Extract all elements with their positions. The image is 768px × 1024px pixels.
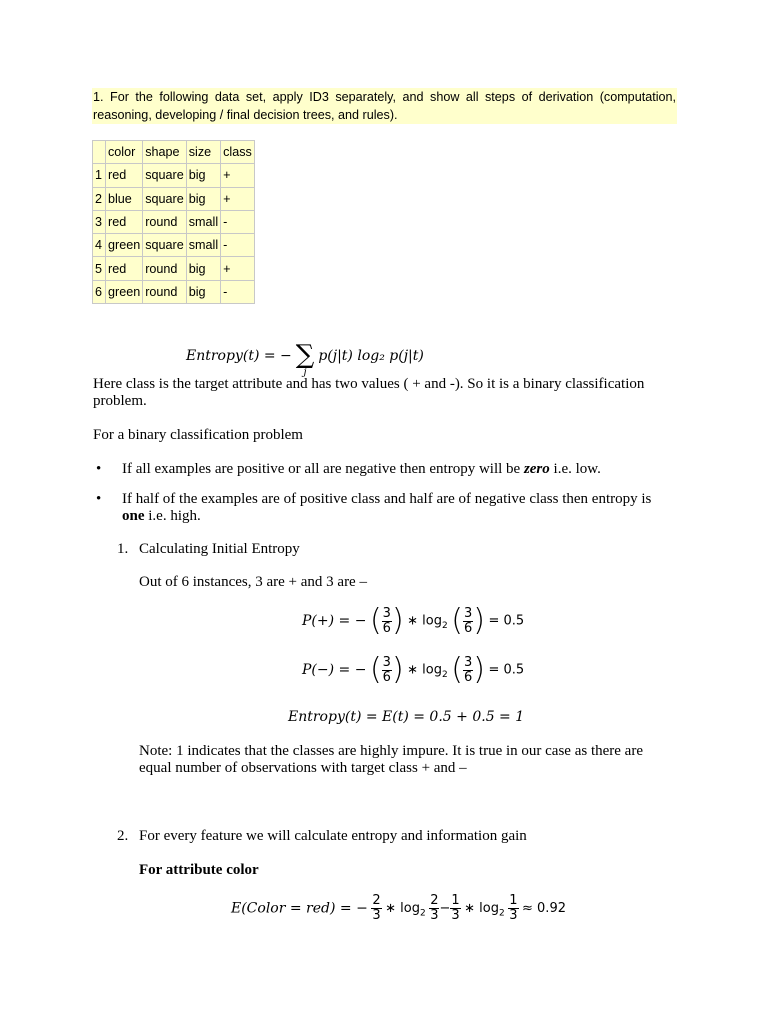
- fraction: $\frac{3}{6}$: [382, 605, 391, 636]
- entropy-total: Entropy(t) = E(t) = 0.5 + 0.5 = 1: [288, 709, 525, 725]
- log-base: 2: [419, 908, 426, 919]
- fraction: $\frac{2}{3}$: [430, 893, 439, 923]
- p-minus-lhs: P(−) = −: [302, 662, 367, 678]
- table-cell: square: [143, 234, 187, 257]
- fraction: $\frac{1}{3}$: [509, 893, 518, 923]
- bullet-text: i.e. high.: [144, 508, 201, 524]
- right-paren: ): [473, 652, 485, 687]
- table-header-row: [93, 141, 255, 164]
- table-row: [93, 280, 255, 303]
- p-minus-equation: [302, 652, 525, 687]
- table-cell: +: [221, 164, 255, 187]
- table-cell: round: [143, 210, 187, 233]
- table-header-cell: color: [106, 141, 143, 164]
- table-cell: 5: [93, 257, 106, 280]
- instances-text: Out of 6 instances, 3 are + and 3 are –: [139, 574, 367, 590]
- times-log: ∗ log: [407, 662, 442, 678]
- bullet-text: If all examples are positive or all are negative then entropy will be: [122, 461, 524, 477]
- left-paren: (: [451, 603, 463, 638]
- table-cell: +: [221, 187, 255, 210]
- table-row: [93, 187, 255, 210]
- summation-index: j: [303, 367, 307, 378]
- table-cell: small: [186, 210, 220, 233]
- log-base: 2: [442, 670, 448, 681]
- table-cell: round: [143, 280, 187, 303]
- table-header-cell: class: [221, 141, 255, 164]
- bullet-emphasis: zero: [523, 461, 550, 477]
- summation: [296, 342, 315, 378]
- left-paren: (: [451, 652, 463, 687]
- table-cell: red: [106, 210, 143, 233]
- equation-result: = 0.5: [488, 613, 525, 629]
- table-header-cell: size: [186, 141, 220, 164]
- table-cell: small: [186, 234, 220, 257]
- right-paren: ): [391, 652, 404, 687]
- fraction: $\frac{1}{3}$: [451, 893, 460, 923]
- left-paren: (: [369, 652, 382, 687]
- fraction: $\frac{3}{6}$: [463, 654, 473, 685]
- table-header-cell: shape: [143, 141, 187, 164]
- paragraph-target: Here class is the target attribute and has two values ( + and -). So it is a binary classification problem.: [93, 376, 645, 409]
- table-row: [93, 164, 255, 187]
- table-cell: red: [106, 164, 143, 187]
- bullet-text: i.e. low.: [549, 461, 601, 477]
- table-cell: green: [106, 280, 143, 303]
- table-cell: 4: [93, 234, 106, 257]
- table-cell: big: [186, 280, 220, 303]
- data-table: [92, 140, 255, 304]
- equation-result: = 0.5: [488, 662, 525, 678]
- summation-sign: ∑: [295, 340, 315, 370]
- table-cell: round: [143, 257, 187, 280]
- table-row: [93, 210, 255, 233]
- paragraph-binary: For a binary classification problem: [93, 427, 303, 443]
- step-number: 2.: [117, 828, 129, 844]
- table-cell: 3: [93, 210, 106, 233]
- bullet-marker: •: [96, 461, 102, 477]
- table-cell: big: [186, 164, 220, 187]
- table-cell: 2: [93, 187, 106, 210]
- table-cell: big: [186, 187, 220, 210]
- right-paren: ): [391, 603, 404, 638]
- right-paren: ): [473, 603, 485, 638]
- bullet-emphasis: one: [122, 508, 145, 524]
- table-cell: square: [143, 187, 187, 210]
- p-plus-equation: [302, 603, 525, 638]
- times-log: ∗ log: [407, 613, 442, 629]
- p-plus-lhs: P(+) = −: [302, 613, 367, 629]
- bullet-marker: •: [96, 491, 102, 507]
- fraction: $\frac{3}{6}$: [463, 605, 473, 636]
- table-cell: 1: [93, 164, 106, 187]
- step-title: Calculating Initial Entropy: [139, 541, 300, 557]
- table-cell: square: [143, 164, 187, 187]
- table-row: [93, 234, 255, 257]
- table-cell: green: [106, 234, 143, 257]
- color-red-equation: [231, 894, 566, 923]
- color-red-lhs: E(Color = red) = −: [231, 900, 368, 917]
- table-cell: +: [221, 257, 255, 280]
- bullet-item: [122, 491, 662, 525]
- question-text: 1. For the following data set, apply ID3 separately, and show all steps of derivation (computation, reasoning, developing / final decision trees, and rules).: [93, 90, 676, 122]
- entropy-formula: [186, 338, 424, 378]
- bullet-text: If half of the examples are of positive class and half are of negative class then entropy is: [122, 491, 652, 507]
- minus-sign: −: [439, 901, 451, 916]
- table-header-cell: [93, 141, 106, 164]
- left-paren: (: [369, 603, 382, 638]
- note-text: Note: 1 indicates that the classes are highly impure. It is true in our case as there are equal number of observations with target class + and –: [139, 743, 643, 776]
- fraction: $\frac{3}{6}$: [382, 654, 391, 685]
- entropy-formula-lhs: Entropy(t) = −: [186, 348, 292, 364]
- times-log: ∗ log: [464, 901, 499, 916]
- table-cell: blue: [106, 187, 143, 210]
- fraction: $\frac{2}{3}$: [372, 893, 381, 923]
- times-log: ∗ log: [385, 901, 420, 916]
- log-base: 2: [442, 621, 448, 632]
- table-row: [93, 257, 255, 280]
- table-cell: -: [221, 234, 255, 257]
- bullet-item: [122, 461, 677, 478]
- table-cell: red: [106, 257, 143, 280]
- table-cell: 6: [93, 280, 106, 303]
- table-cell: -: [221, 280, 255, 303]
- step-title: For every feature we will calculate entropy and information gain: [139, 828, 527, 844]
- approx-result: ≈ 0.92: [522, 901, 566, 916]
- table-cell: big: [186, 257, 220, 280]
- table-cell: -: [221, 210, 255, 233]
- step-number: 1.: [117, 541, 129, 557]
- log-base: 2: [499, 908, 505, 919]
- subheading-color: For attribute color: [139, 862, 259, 878]
- entropy-formula-rhs: p(j|t) log₂ p(j|t): [318, 348, 424, 364]
